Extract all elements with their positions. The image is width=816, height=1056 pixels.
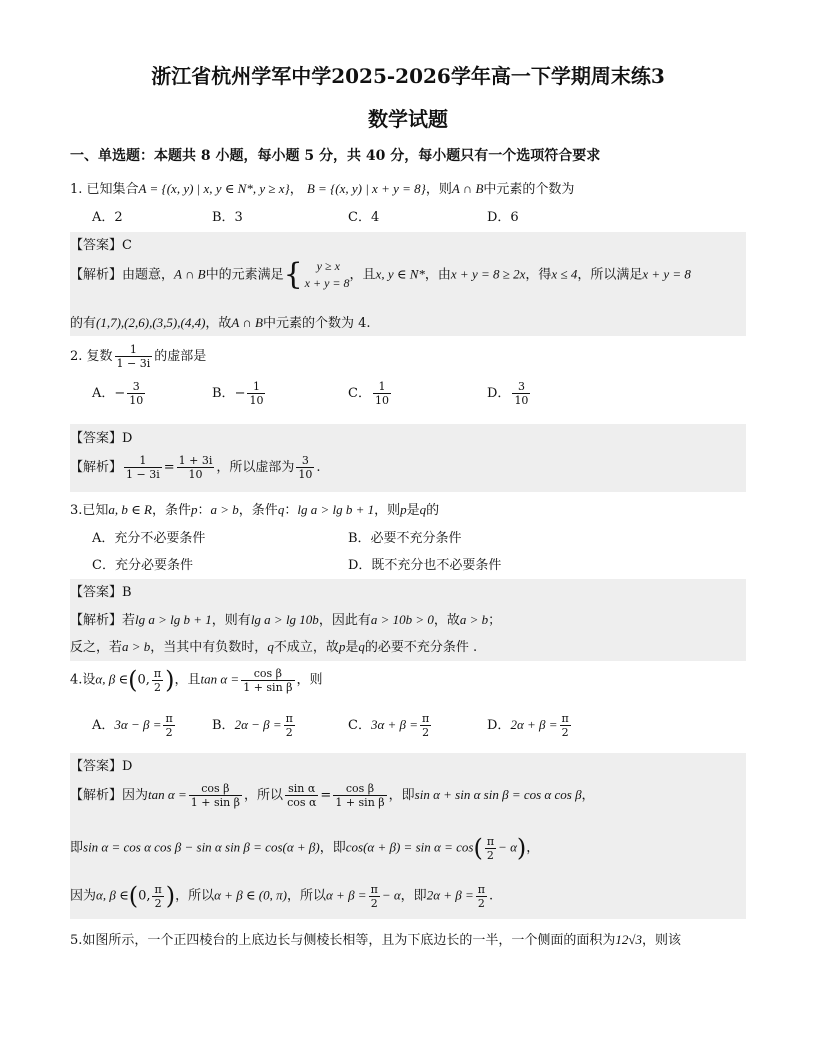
q1-option-a: A．2 bbox=[92, 210, 123, 225]
question-1-stem: 1. 已知集合A = {(x, y) | x, y ∈ N*, y ≥ x}， B = {(x, y) | x + y = 8}，则A ∩ B中元素的个数为 bbox=[70, 181, 575, 197]
q3-option-a: A．充分不必要条件 bbox=[92, 531, 206, 546]
q4-option-d: D．2α + β = $\frac{\pi}{2}$ bbox=[487, 712, 569, 739]
q3-option-c: C．充分必要条件 bbox=[92, 558, 193, 573]
q3-option-b: B．必要不充分条件 bbox=[348, 531, 462, 546]
q3-option-d: D．既不充分也不必要条件 bbox=[348, 558, 502, 573]
q2-explanation: 【解析】 $\frac{1}{1 - 3i}$ = $\frac{1 + 3i}{10}$ ，所以虚部为 $\frac{3}{10}$ . bbox=[70, 454, 321, 481]
q1-explanation-line-1: 【解析】由题意，A ∩ B中的元素满足{ y ≥ x x + y = 8 ，且x, y ∈ N*，由x + y = 8 ≥ 2x，得x ≤ 4，所以满足x + y = 8 bbox=[70, 257, 691, 292]
question-4-stem: 4.设α, β ∈(0, $\frac{\pi}{2}$ )，且tan α = $\frac{\text{cos β}}{\text{1 + sin β}}$ ，则 bbox=[70, 666, 323, 694]
question-2-stem: 2. 复数 $\frac{1}{1 - 3i}$ 的虚部是 bbox=[70, 343, 207, 370]
q4-explanation-line-3: 因为α, β ∈(0, $\frac{\pi}{2}$ )，所以α + β ∈ (0, π)，所以α + β = $\frac{\pi}{2}$ − α，即2α + β = $\frac{\pi}{2}$ . bbox=[70, 882, 494, 910]
q3-explanation-line-1: 【解析】若lg a > lg b + 1，则有lg a > lg 10b，因此有a > 10b > 0，故a > b； bbox=[70, 612, 502, 628]
page-subtitle: 数学试题 bbox=[368, 107, 448, 131]
q2-option-b: B．− $\frac{1}{10}$ bbox=[212, 380, 264, 407]
q2-option-d: D． $\frac{3}{10}$ bbox=[487, 380, 529, 407]
section-heading: 一、单选题：本题共 8 小题，每小题 5 分，共 40 分，每小题只有一个选项符合要求 bbox=[70, 148, 601, 164]
q2-option-c: C． $\frac{1}{10}$ bbox=[348, 380, 389, 407]
question-5-stem: 5.如图所示，一个正四棱台的上底边长与侧棱长相等，且为下底边长的一半，一个侧面的面积为12√3，则该 bbox=[70, 932, 682, 948]
q4-option-b: B．2α − β = $\frac{\pi}{2}$ bbox=[212, 712, 293, 739]
q3-explanation-line-2: 反之，若a > b，当其中有负数时，q不成立，故p是q的必要不充分条件 . bbox=[70, 639, 478, 655]
q1-option-b: B．3 bbox=[212, 210, 243, 225]
q1-option-c: C．4 bbox=[348, 210, 380, 225]
question-3-stem: 3.已知a, b ∈ R，条件p：a > b，条件q：lg a > lg b + 1，则p是q的 bbox=[70, 502, 440, 518]
q4-option-a: A．3α − β = $\frac{\pi}{2}$ bbox=[92, 712, 173, 739]
q2-option-a: A．− $\frac{3}{10}$ bbox=[92, 380, 144, 407]
q2-answer: 【答案】D bbox=[70, 431, 133, 446]
q4-option-c: C．3α + β = $\frac{\pi}{2}$ bbox=[348, 712, 430, 739]
page-title: 浙江省杭州学军中学2025-2026学年高一下学期周末练3 bbox=[151, 64, 665, 88]
q4-explanation-line-2: 即sin α = cos α cos β − sin α sin β = cos(α + β)，即cos(α + β) = sin α = cos( $\frac{\pi}{2}$ − α)， bbox=[70, 834, 540, 862]
q4-answer: 【答案】D bbox=[70, 759, 133, 774]
q1-answer: 【答案】C bbox=[70, 238, 132, 253]
q4-explanation-line-1: 【解析】因为tan α = $\frac{\text{cos β}}{\text{1 + sin β}}$ ，所以 $\frac{\text{sin α}}{\text{cos α}}$ = $\frac{\text{cos β}}{\text{1 + sin β}}$ ，即sin α + sin α sin β = cos α cos β， bbox=[70, 782, 595, 809]
q1-explanation-line-2: 的有(1,7),(2,6),(3,5),(4,4)，故A ∩ B中元素的个数为 4. bbox=[70, 315, 371, 331]
q3-answer: 【答案】B bbox=[70, 585, 132, 600]
q1-option-d: D．6 bbox=[487, 210, 519, 225]
